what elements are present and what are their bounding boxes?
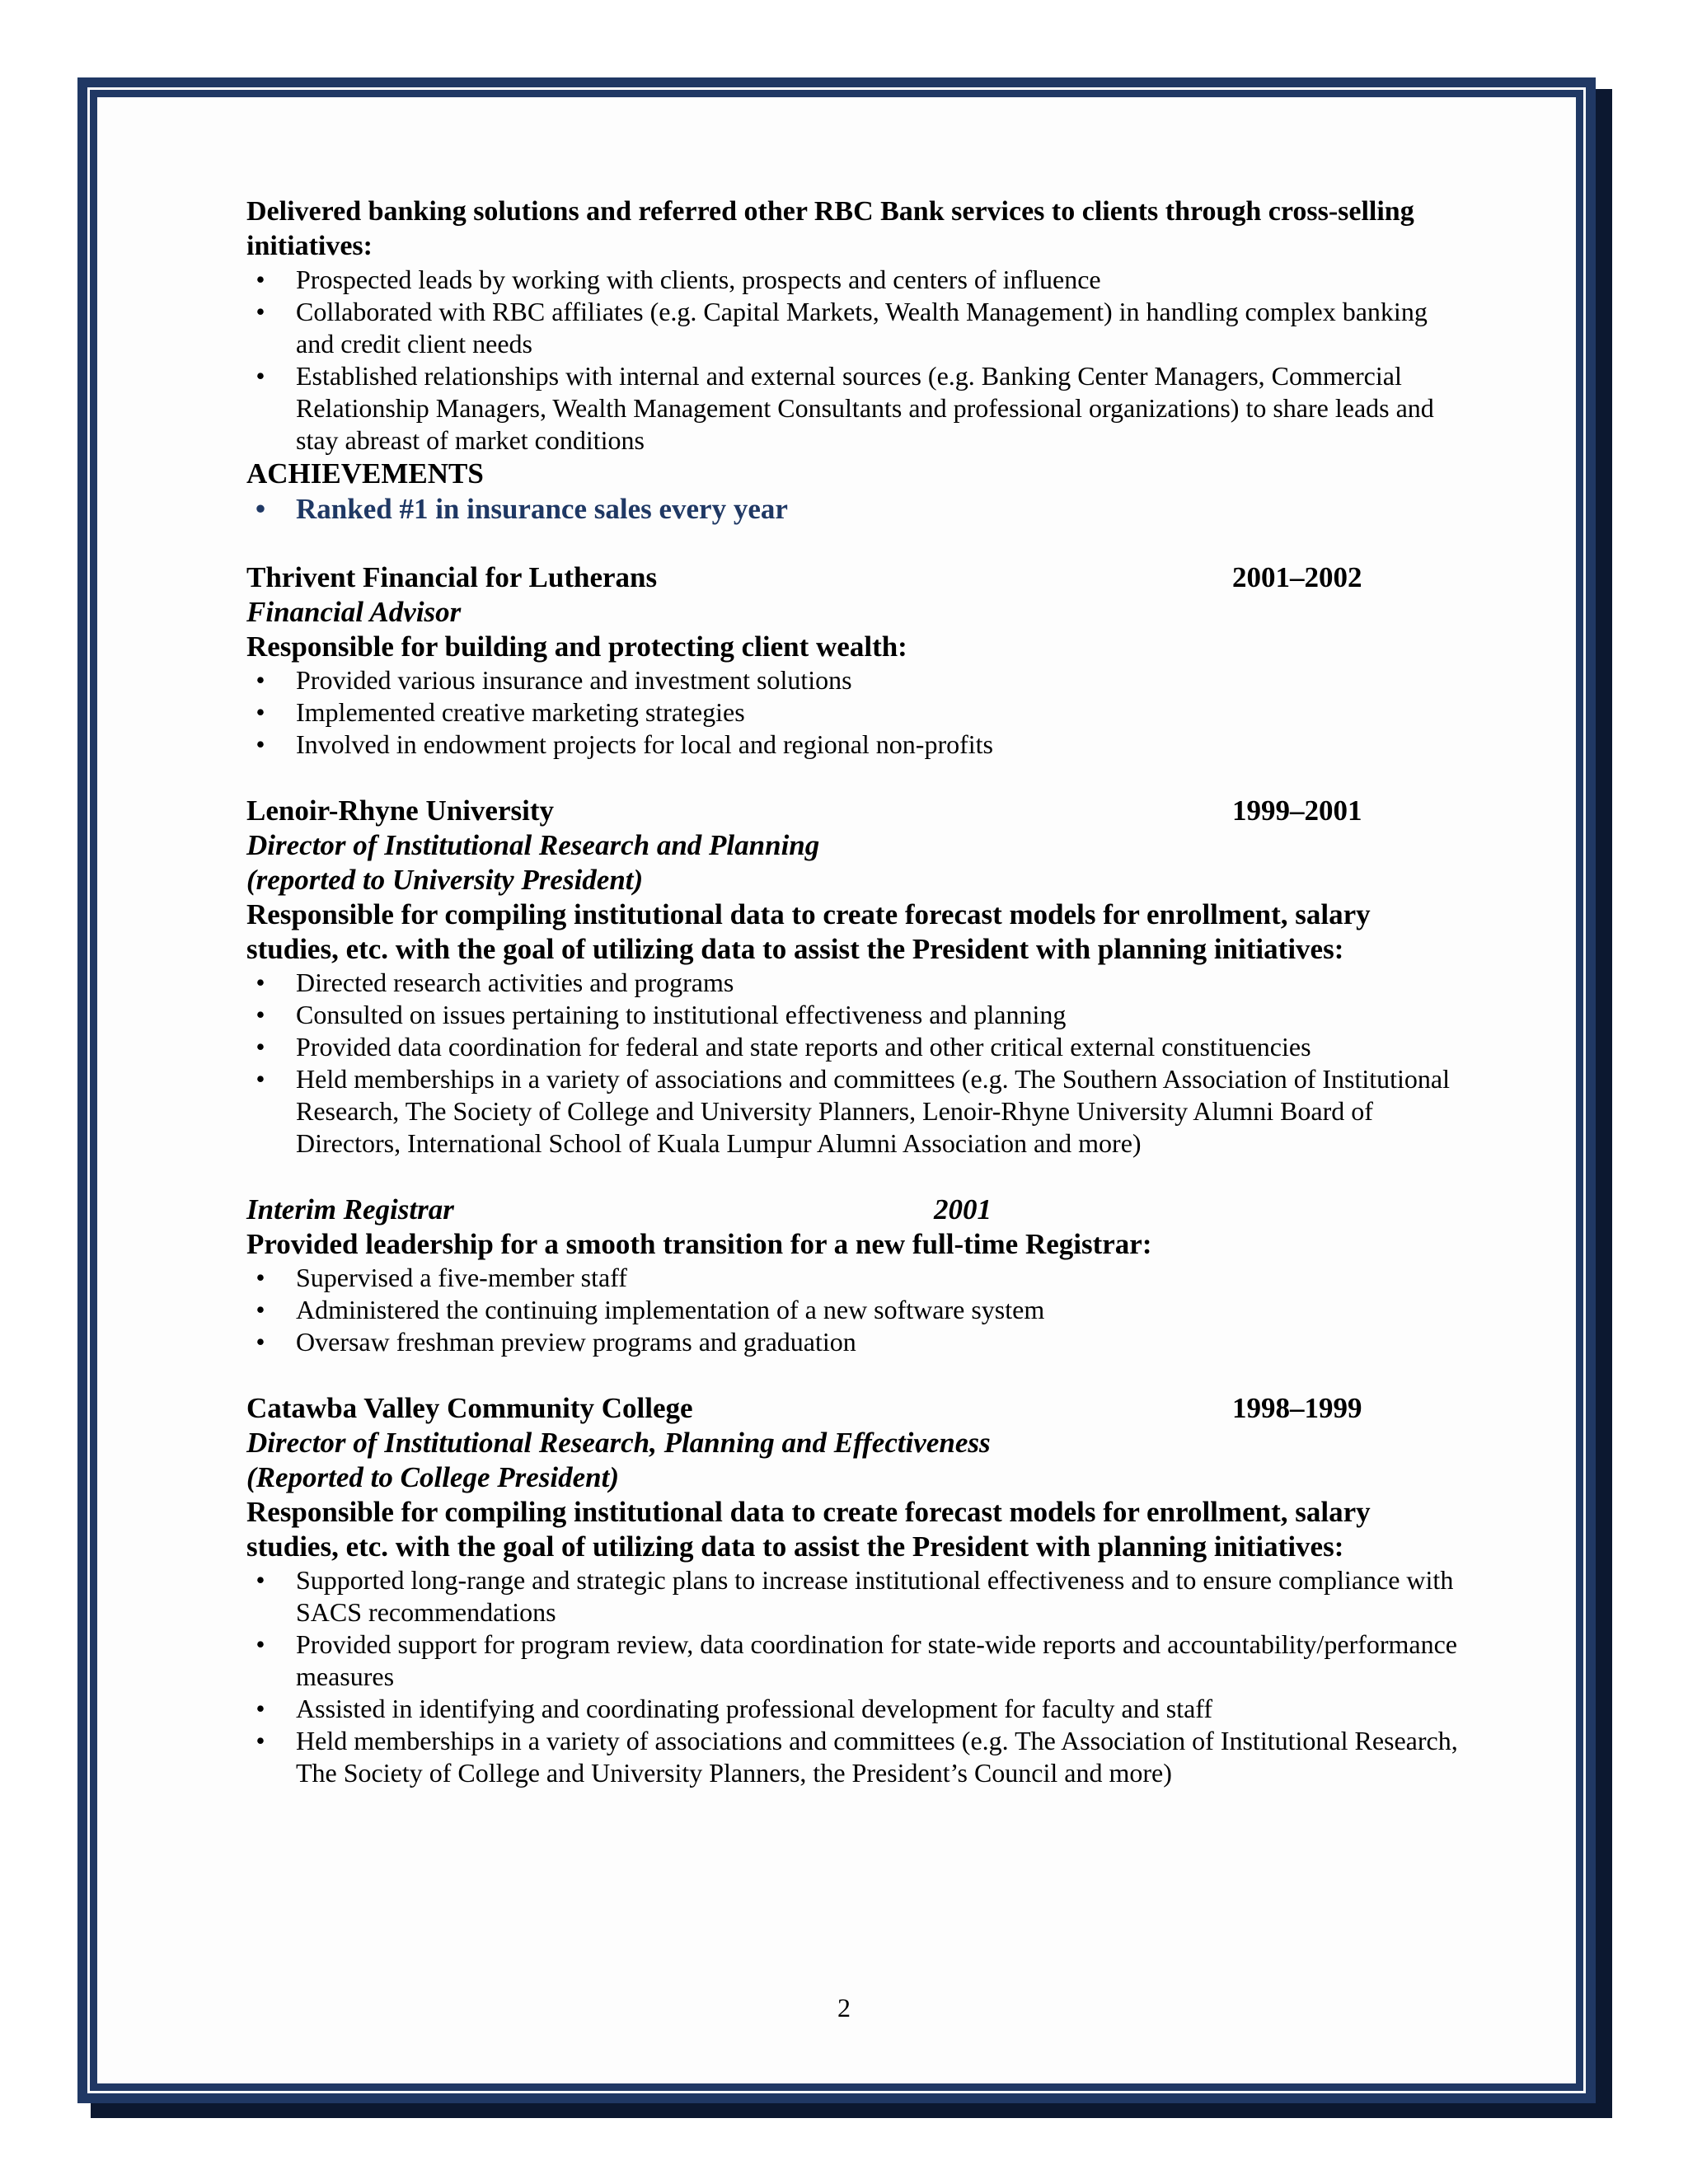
job-summary: Provided leadership for a smooth transition for a new full-time Registrar:	[246, 1228, 1152, 1260]
list-item: • Held memberships in a variety of associations and committees (e.g. The Association of Institutional Research, The Society of College and University Planners, the President’s Council and more)	[256, 1726, 1458, 1788]
list-item: • Assisted in identifying and coordinating professional development for faculty and staff	[256, 1694, 1213, 1723]
page-number: 2	[837, 1993, 851, 2022]
achievements-list	[246, 491, 1458, 527]
list-item: • Provided data coordination for federal and state reports and other critical external constituencies	[256, 1032, 1311, 1062]
company-name: Catawba Valley Community College	[246, 1392, 693, 1424]
job-summary: Responsible for compiling institutional data to create forecast models for enrollment, salary studies, etc. with the goal of utilizing data to assist the President with planning initiatives:	[246, 1496, 1371, 1563]
job-title: Interim Registrar	[246, 1193, 454, 1226]
job-note: (Reported to College President)	[246, 1461, 620, 1493]
job-header	[246, 1193, 1458, 1227]
company-name: Lenoir-Rhyne University	[246, 794, 554, 827]
job-header	[246, 794, 1458, 828]
list-item: • Provided various insurance and investment solutions	[256, 665, 852, 695]
list-item: • Prospected leads by working with clients, prospects and centers of influence	[256, 265, 1101, 294]
list-item: • Consulted on issues pertaining to institutional effectiveness and planning	[256, 1000, 1067, 1029]
job-bullets	[246, 664, 1458, 761]
company-name: Thrivent Financial for Lutherans	[246, 561, 658, 593]
job-note: (reported to University President)	[246, 864, 644, 896]
resume-content	[246, 194, 1458, 1789]
achievement-item: • Ranked #1 in insurance sales every year	[255, 493, 788, 525]
list-item: • Administered the continuing implementation of a new software system	[256, 1295, 1045, 1324]
job-bullets	[246, 1262, 1458, 1358]
job-title: Director of Institutional Research and Planning	[246, 829, 820, 861]
job-dates: 2001	[934, 1193, 992, 1226]
list-item: • Established relationships with internal and external sources (e.g. Banking Center Managers, Commercial Relationship Managers, Wealth Management Consultants and professional organizations) to share leads and stay abreast of market conditions	[256, 361, 1434, 455]
list-item: • Held memberships in a variety of associations and committees (e.g. The Southern Association of Institutional Research, The Society of College and University Planners, Lenoir-Rhyne University Alumni Board of Directors, International School of Kuala Lumpur Alumni Association and more)	[256, 1064, 1451, 1158]
job-header	[246, 560, 1458, 595]
list-item: • Involved in endowment projects for local and regional non-profits	[256, 729, 993, 759]
list-item: • Supported long-range and strategic plans to increase institutional effectiveness and to ensure compliance with SACS recommendations	[256, 1565, 1454, 1627]
job-bullets	[246, 967, 1458, 1160]
job-summary: Responsible for compiling institutional data to create forecast models for enrollment, salary studies, etc. with the goal of utilizing data to assist the President with planning initiatives:	[246, 898, 1371, 965]
job-summary: Responsible for building and protecting client wealth:	[246, 630, 907, 663]
job-dates: 2001–2002	[1232, 561, 1362, 593]
list-item: • Directed research activities and programs	[256, 968, 734, 997]
list-item: • Supervised a five-member staff	[256, 1263, 627, 1292]
achievements-title: ACHIEVEMENTS	[246, 457, 484, 490]
intro-bullets	[246, 264, 1458, 457]
list-item: • Oversaw freshman preview programs and graduation	[256, 1327, 856, 1357]
list-item: • Implemented creative marketing strategies	[256, 697, 745, 727]
job-dates: 1998–1999	[1232, 1392, 1362, 1424]
job-bullets	[246, 1564, 1458, 1789]
job-title: Director of Institutional Research, Planning and Effectiveness	[246, 1427, 991, 1459]
job-title: Financial Advisor	[246, 596, 462, 628]
job-header	[246, 1391, 1458, 1426]
job-dates: 1999–2001	[1232, 794, 1362, 827]
intro-heading: Delivered banking solutions and referred other RBC Bank services to clients through cross-selling initiatives:	[246, 196, 1414, 261]
list-item: • Collaborated with RBC affiliates (e.g. Capital Markets, Wealth Management) in handling complex banking and credit client needs	[256, 297, 1428, 359]
list-item: • Provided support for program review, data coordination for state-wide reports and accountability/performance measures	[256, 1629, 1457, 1691]
